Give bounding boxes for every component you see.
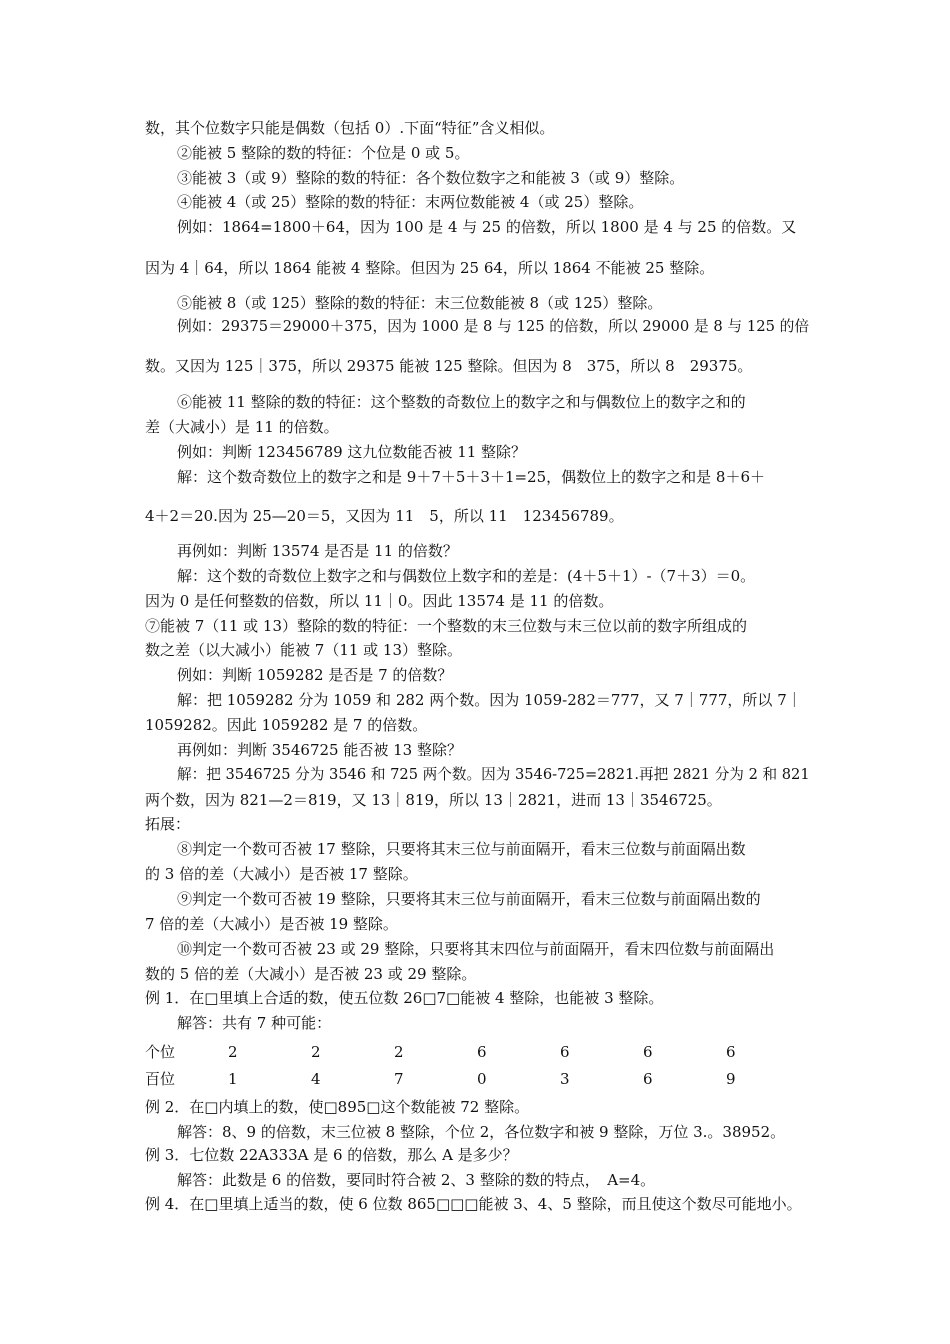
text-line: 再例如：判断 3546725 能否被 13 整除？ — [177, 741, 462, 759]
table-cell: 1 — [228, 1070, 238, 1088]
text-line: ③能被 3（或 9）整除的数的特征：各个数位数字之和能被 3（或 9）整除。 — [177, 169, 685, 187]
table-cell: 2 — [228, 1043, 238, 1061]
table-row-label: 个位 — [145, 1043, 176, 1061]
text-line: 数，其个位数字只能是偶数（包括 0）.下面“特征”含义相似。 — [145, 119, 555, 137]
text-line: ⑨判定一个数可否被 19 整除，只要将其末三位与前面隔开，看末三位数与前面隔出数的 — [177, 890, 761, 908]
text-line: 解答：此数是 6 的倍数，要同时符合被 2、3 整除的数的特点， A=4。 — [177, 1171, 656, 1189]
text-line: 拓展： — [145, 815, 191, 833]
text-line: 差（大减小）是 11 的倍数。 — [145, 418, 339, 436]
text-line: 7 倍的差（大减小）是否被 19 整除。 — [145, 915, 398, 933]
text-line: 再例如：判断 13574 是否是 11 的倍数？ — [177, 542, 458, 560]
text-line: 1059282。因此 1059282 是 7 的倍数。 — [145, 716, 428, 734]
text-line: 数。又因为 125｜375，所以 29375 能被 125 整除。但因为 8 375，所以 8 29375。 — [145, 357, 753, 375]
text-line: ⑧判定一个数可否被 17 整除，只要将其末三位与前面隔开，看末三位数与前面隔出数 — [177, 840, 746, 858]
text-line: 数之差（以大减小）能被 7（11 或 13）整除。 — [145, 641, 463, 659]
table-cell: 2 — [394, 1043, 404, 1061]
text-line: 因为 4｜64，所以 1864 能被 4 整除。但因为 25 64，所以 1864 不能被 25 整除。 — [145, 259, 715, 277]
text-line: 例如：1864=1800＋64，因为 100 是 4 与 25 的倍数，所以 1800 是 4 与 25 的倍数。又 — [177, 218, 797, 236]
text-line: 解：这个数的奇数位上数字之和与偶数位上数字和的差是：(4＋5＋1）-（7＋3）＝0。 — [177, 567, 756, 585]
text-line: 的 3 倍的差（大减小）是否被 17 整除。 — [145, 865, 418, 883]
table-cell: 6 — [560, 1043, 570, 1061]
table-cell: 6 — [643, 1070, 653, 1088]
table-cell: 2 — [311, 1043, 321, 1061]
text-line: 因为 0 是任何整数的倍数，所以 11｜0。因此 13574 是 11 的倍数。 — [145, 592, 614, 610]
table-cell: 3 — [560, 1070, 570, 1088]
text-line: ⑥能被 11 整除的数的特征：这个整数的奇数位上的数字之和与偶数位上的数字之和的 — [177, 393, 746, 411]
text-line: 例如：判断 1059282 是否是 7 的倍数？ — [177, 666, 453, 684]
text-line: 4＋2＝20.因为 25—20＝5，又因为 11 5，所以 11 123456789。 — [145, 507, 624, 525]
text-line: 例如：29375＝29000＋375，因为 1000 是 8 与 125 的倍数，所以 29000 是 8 与 125 的倍 — [177, 318, 810, 335]
text-line: ⑩判定一个数可否被 23 或 29 整除，只要将其末四位与前面隔开，看末四位数与前面隔出 — [177, 940, 775, 958]
table-cell: 6 — [726, 1043, 736, 1061]
text-line: ⑦能被 7（11 或 13）整除的数的特征：一个整数的末三位数与末三位以前的数字所组成的 — [145, 617, 748, 635]
text-line: 例 3．七位数 22A333A 是 6 的倍数，那么 A 是多少？ — [145, 1146, 518, 1164]
text-line: 解：把 1059282 分为 1059 和 282 两个数。因为 1059-282＝777，又 7｜777，所以 7｜ — [177, 691, 802, 709]
text-line: 例 2．在□内填上的数，使□895□这个数能被 72 整除。 — [145, 1098, 530, 1116]
table-row-label: 百位 — [145, 1070, 176, 1088]
text-line: 两个数，因为 821—2＝819，又 13｜819，所以 13｜2821，进而 13｜3546725。 — [145, 791, 722, 809]
text-line: 例 1．在□里填上合适的数，使五位数 26□7□能被 4 整除，也能被 3 整除。 — [145, 989, 664, 1007]
text-line: 数的 5 倍的差（大减小）是否被 23 或 29 整除。 — [145, 965, 477, 983]
text-line: 解答：共有 7 种可能： — [177, 1014, 332, 1032]
table-cell: 4 — [311, 1070, 321, 1088]
table-cell: 0 — [477, 1070, 487, 1088]
text-line: 解：这个数奇数位上的数字之和是 9＋7＋5＋3＋1=25，偶数位上的数字之和是 8＋6＋ — [177, 468, 765, 486]
table-cell: 6 — [477, 1043, 487, 1061]
table-cell: 9 — [726, 1070, 736, 1088]
table-cell: 7 — [394, 1070, 404, 1088]
text-line: 例如：判断 123456789 这九位数能否被 11 整除？ — [177, 443, 527, 461]
text-line: ④能被 4（或 25）整除的数的特征：末两位数能被 4（或 25）整除。 — [177, 193, 644, 211]
text-line: ②能被 5 整除的数的特征：个位是 0 或 5。 — [177, 144, 470, 162]
text-line: 解答：8、9 的倍数，末三位被 8 整除，个位 2，各位数字和被 9 整除，万位 3.。38952。 — [177, 1123, 786, 1141]
text-line: ⑤能被 8（或 125）整除的数的特征：末三位数能被 8（或 125）整除。 — [177, 294, 663, 312]
text-line: 解：把 3546725 分为 3546 和 725 两个数。因为 3546-725=2821.再把 2821 分为 2 和 821 — [177, 766, 810, 783]
text-line: 例 4．在□里填上适当的数，使 6 位数 865□□□能被 3、4、5 整除，而且使这个数尽可能地小。 — [145, 1195, 802, 1213]
table-cell: 6 — [643, 1043, 653, 1061]
